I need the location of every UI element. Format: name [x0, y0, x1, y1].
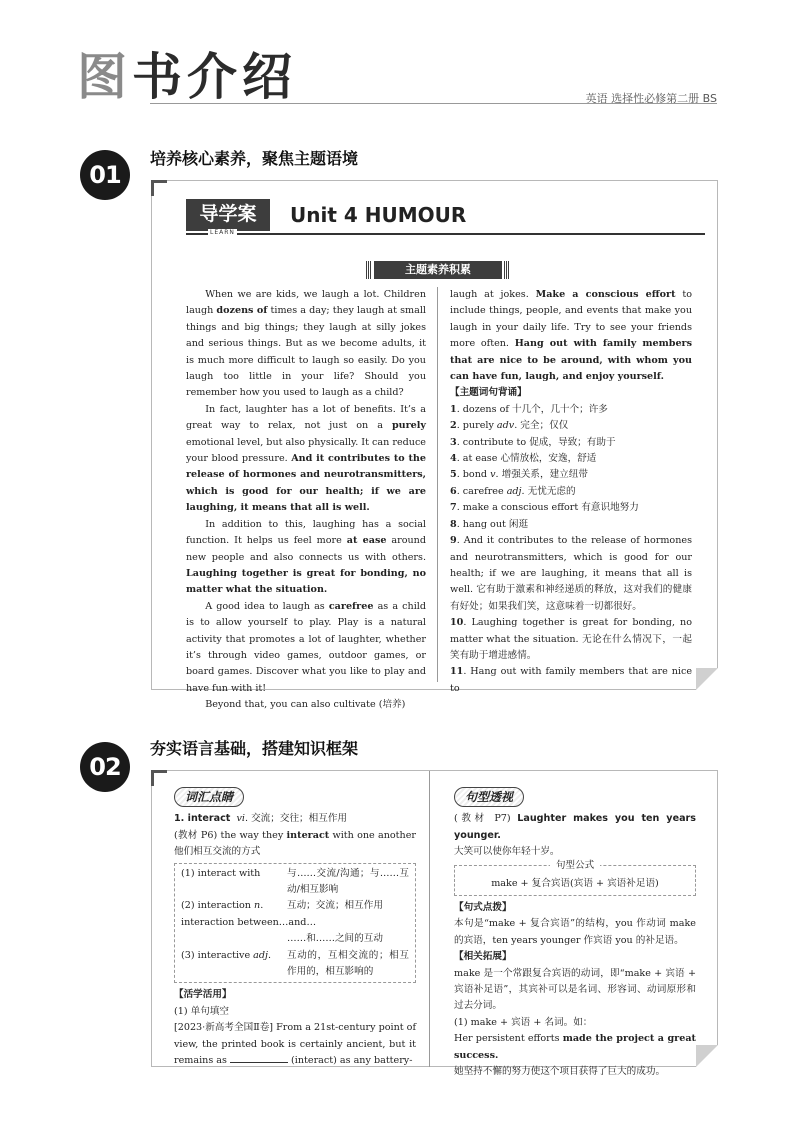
topic-tag: 主题素养积累	[374, 261, 502, 279]
learn-label: LEARN	[210, 229, 235, 236]
page-fold-2	[696, 1045, 718, 1067]
section-number-badge: 01	[80, 150, 130, 200]
guide-label: 导学案	[186, 199, 270, 231]
unit-title: Unit 4 HUMOUR	[290, 203, 467, 227]
sentence-column: 句型透视 (教材 P7) Laughter makes you ten years younger. 大笑可以使你年轻十岁。 句型公式 make + 复合宾语(宾语 + 宾语补足语) 【句式点拨】 本句是“make + 复合宾语”的结构，you 作动词 make 的宾语，ten years younger 作宾语 you 的补足语。 【相关拓展】 make 是一个常跟复合宾语的动词，即“make + 宾语 + 宾语补足语”，其宾补可以是名词、形容词、动词原形和过去分词。 (1) make + 宾语 + 名词。如： Her persistent efforts made the project a great success. 她坚持不懈的努力使这个项目获得了巨大的成功。	[454, 787, 696, 1081]
answer-blank[interactable]	[230, 1053, 288, 1063]
notes-column: laugh at jokes. Make a conscious effort to include things, people, and events that make you laugh in your daily life. Try to see your friends more often. Hang out with family members that are nice to be around, with whom you can have fun, laugh, and enjoy yourself. 【主题词句背诵】 1. dozens of 十几个，几十个；许多 2. purely adv. 完全；仅仅 3. contribute to 促成，导致；有助于 4. at ease 心情放松，安逸，舒适 5. bond v. 增强关系，建立纽带 6. carefree adj. 无忧无虑的 7. make a conscious effort 有意识地努力 8. hang out 闲逛 9. And it contributes to the release of hormones and neurotransmitters, which is good for our health; if we are laughing, it means that all is well. 它有助于激素和神经递质的释放，这对我们的健康有好处；如果我们笑，这意味着一切都很好。 10. Laughing together is great for bonding, no matter what the situation. 无论在什么情况下，一起笑有助于增进感情。 11. Hang out with family members that are nice to	[450, 289, 692, 694]
unit-banner	[186, 199, 705, 235]
header-char-3: 介	[187, 48, 237, 106]
formula-box: 句型公式 make + 复合宾语(宾语 + 宾语补足语)	[454, 865, 696, 896]
sentence-tag: 句型透视	[454, 787, 524, 807]
column-divider-2	[429, 771, 430, 1067]
page-header-title	[76, 48, 336, 106]
page-fold	[696, 668, 718, 690]
corner-mark-2	[151, 770, 167, 786]
section-title: 培养核心素养，聚焦主题语境	[150, 149, 359, 168]
book-subtitle: 英语 选择性必修第二册 BS	[585, 92, 717, 105]
section-title-2: 夯实语言基础，搭建知识框架	[150, 739, 359, 758]
knowledge-panel	[151, 770, 718, 1078]
word-family-box: (1) interact with 与……交流/沟通；与……互动/相互影响 (2) interaction n. 互动；交流；相互作用 interaction between…and… ……和……之间的互动 (3) interactive adj. 互动的，互相交流的；相互作用的，相互影响的	[174, 863, 416, 984]
column-divider	[437, 287, 438, 682]
header-divider	[150, 103, 717, 104]
section-number-badge-2: 02	[80, 742, 130, 792]
header-char-1: 图	[77, 48, 127, 106]
corner-mark	[151, 180, 167, 196]
study-guide-panel	[151, 180, 718, 711]
vocab-tag: 词汇点睛	[174, 787, 244, 807]
passage-column: When we are kids, we laugh a lot. Children laugh dozens of times a day; they laugh at small things and big things; they laugh at silly jokes and serious things. But as we become adults, it is much more difficult to laugh so easily. Do you laugh too little in your life? Should you remember how you used to laugh as a child? In fact, laughter has a lot of benefits. It’s a great way to relax, not just on a purely emotional level, but also physically. It can reduce your blood pressure. And it contributes to the release of hormones and neurotransmitters, which is good for our health; if we are laughing, it means that all is well. In addition to this, laughing has a social function. It helps us feel more at ease around new people and also connects us with others. Laughing together is great for bonding, no matter what the situation. A good idea to laugh as carefree as a child is to allow yourself to play. Play is a natural activity that promotes a lot of laughter, whether it’s through video games, outdoor games, or board games. Discover what you like to play and have fun with it! Beyond that, you can also cultivate (培养)	[186, 289, 427, 711]
header-char-4: 绍	[242, 48, 292, 106]
vocab-column: 词汇点睛 1. interact vi. 交流；交往；相互作用 (教材 P6) the way they interact with one another 他们相互交流的方式 (1) interact with 与……交流/沟通；与……互动/相互影响 (2) interaction n. 互动；交流；相互作用 interaction between…and… ……和……之间的互动 (3) interactive adj. 互动的，互相交流的；相互作用的，相互影响的 【活学活用】 (1) 单句填空 [2023·新高考全国Ⅱ卷] From a 21st-century point of view, the printed book is certainly ancient, but it remains as (interact) as any battery-	[174, 787, 416, 1070]
header-char-2: 书	[132, 48, 182, 106]
